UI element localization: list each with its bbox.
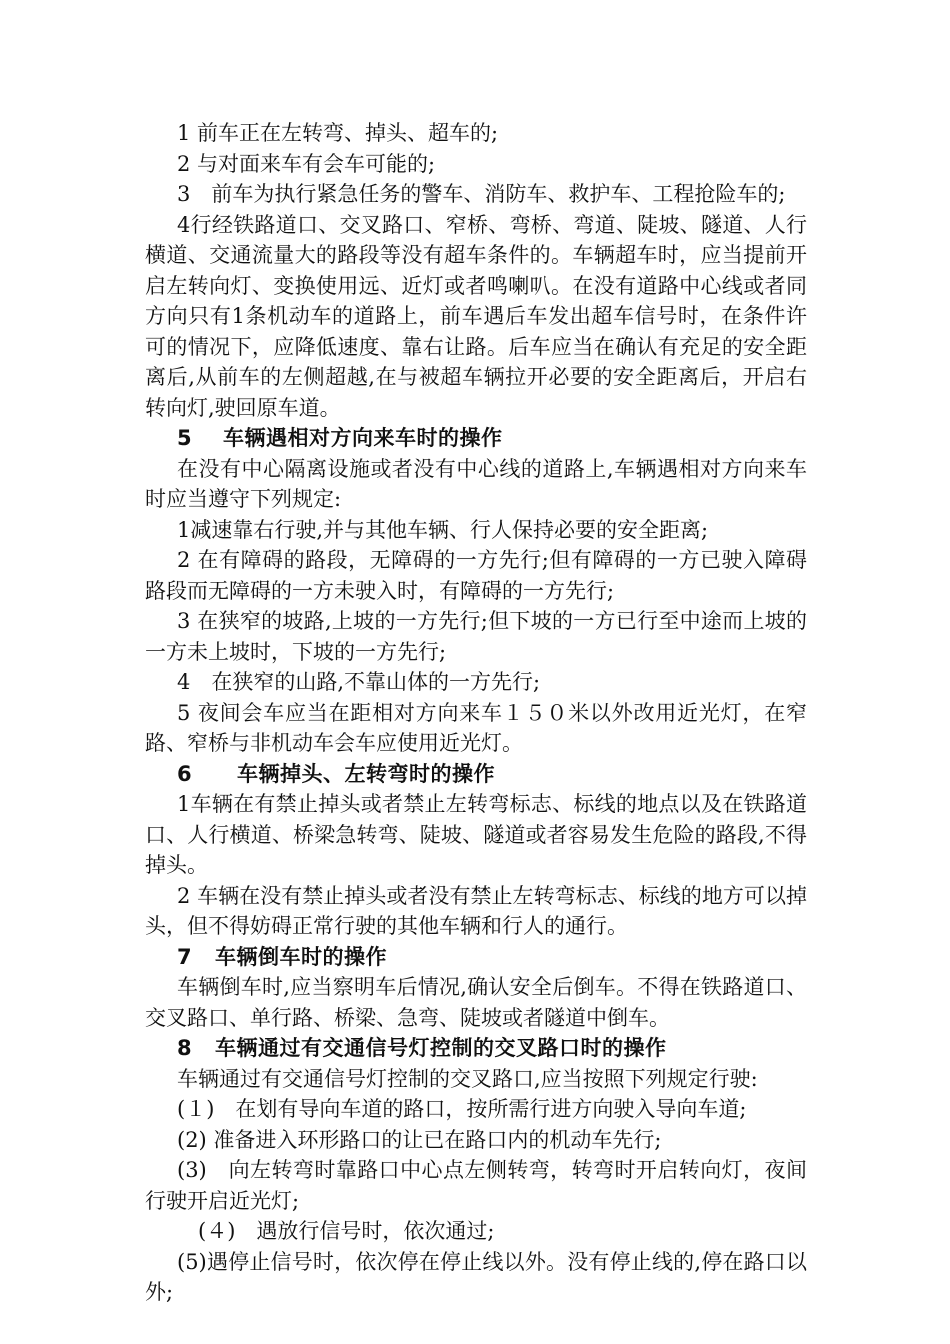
section-title: 车辆通过有交通信号灯控制的交叉路口时的操作 <box>215 1036 667 1060</box>
section-number: 5 <box>177 426 193 450</box>
section-title: 车辆遇相对方向来车时的操作 <box>223 426 503 450</box>
section-heading-8 <box>145 1033 807 1064</box>
section-heading-6 <box>145 759 807 790</box>
section-number: 6 <box>177 761 193 786</box>
list-item-4: 4行经铁路道口、交叉路口、窄桥、弯桥、弯道、陡坡、隧道、人行横道、交通流量大的路段等没有超车条件的。车辆超车时，应当提前开启左转向灯、变换使用远、近灯或者鸣喇叭。在没有道路中心线或者同方向只有1条机动车的道路上，前车遇后车发出超车信号时，在条件许可的情况下，应降低速度、靠右让路。后车应当在确认有充足的安全距离后,从前车的左侧超越,在与被超车辆拉开必要的安全距离后，开启右转向灯,驶回原车道。 <box>145 212 807 420</box>
list-item-4: (４) 遇放行信号时，依次通过; <box>177 1219 495 1243</box>
list-item-2: 2 车辆在没有禁止掉头或者没有禁止左转弯标志、标线的地方可以掉头，但不得妨碍正常行驶的其他车辆和行人的通行。 <box>145 883 807 938</box>
paragraph: 在没有中心隔离设施或者没有中心线的道路上,车辆遇相对方向来车时应当遵守下列规定: <box>145 456 807 511</box>
paragraph: 车辆倒车时,应当察明车后情况,确认安全后倒车。不得在铁路道口、交叉路口、单行路、桥梁、急弯、陡坡或者隧道中倒车。 <box>145 975 807 1030</box>
list-item-1: 1车辆在有禁止掉头或者禁止左转弯标志、标线的地点以及在铁路道口、人行横道、桥梁急转弯、陡坡、隧道或者容易发生危险的路段,不得掉头。 <box>145 792 807 877</box>
list-item-1: 1 前车正在左转弯、掉头、超车的; <box>177 121 499 145</box>
section-number: 7 <box>177 944 193 969</box>
list-item-2: 2 在有障碍的路段，无障碍的一方先行;但有障碍的一方已驶入障碍路段而无障碍的一方未驶入时，有障碍的一方先行; <box>145 548 807 603</box>
list-item-3: 3 在狭窄的坡路,上坡的一方先行;但下坡的一方已行至中途而上坡的一方未上坡时，下坡的一方先行; <box>145 609 807 664</box>
list-item-1: 1减速靠右行驶,并与其他车辆、行人保持必要的安全距离; <box>177 517 709 542</box>
paragraph: 车辆通过有交通信号灯控制的交叉路口,应当按照下列规定行驶: <box>177 1066 758 1091</box>
list-item-3: 3 前车为执行紧急任务的警车、消防车、救护车、工程抢险车的; <box>177 182 786 206</box>
list-item-2: 2 与对面来车有会车可能的; <box>177 151 436 176</box>
list-item-4: 4 在狭窄的山路,不靠山体的一方先行; <box>177 670 541 694</box>
list-item-3: (3) 向左转弯时靠路口中心点左侧转弯，转弯时开启转向灯，夜间行驶开启近光灯; <box>145 1158 807 1213</box>
list-item-5: 5 夜间会车应当在距相对方向来车１５０米以外改用近光灯，在窄路、窄桥与非机动车会车应使用近光灯。 <box>145 700 807 755</box>
section-heading-7 <box>145 942 807 973</box>
section-title: 车辆倒车时的操作 <box>215 944 387 969</box>
section-title: 车辆掉头、左转弯时的操作 <box>237 761 495 786</box>
section-number: 8 <box>177 1036 193 1060</box>
section-heading-5 <box>145 423 807 454</box>
document-page <box>145 118 807 1308</box>
list-item-2: (2) 准备进入环形路口的让已在路口内的机动车先行; <box>177 1127 662 1152</box>
list-item-1: (１) 在划有导向车道的路口，按所需行进方向驶入导向车道; <box>177 1097 747 1121</box>
list-item-5: (5)遇停止信号时，依次停在停止线以外。没有停止线的,停在路口以外; <box>145 1249 807 1304</box>
